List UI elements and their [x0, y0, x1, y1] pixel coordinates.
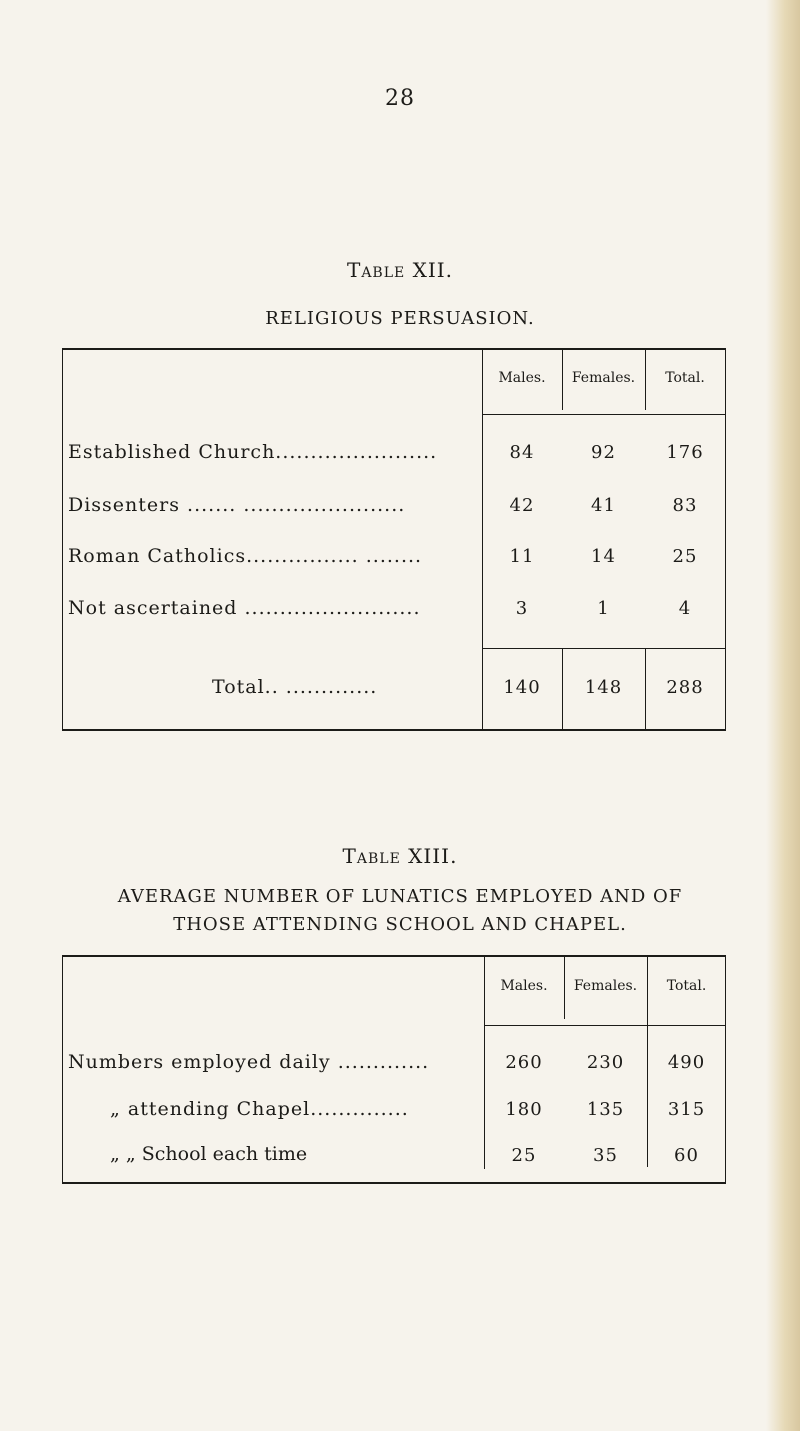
- table-12-top-rule: [62, 348, 726, 350]
- table-13-header-rule: [484, 1025, 726, 1026]
- table-13-cell-total: 60: [674, 1145, 699, 1166]
- table-12-subtitle: RELIGIOUS PERSUASION.: [265, 308, 535, 329]
- table-12-cell-females: 41: [591, 495, 616, 516]
- table-12-row-label: Dissenters ....... .......................: [68, 494, 406, 516]
- table-12-right-rule: [725, 348, 726, 731]
- table-12-col-rule-1: [482, 348, 483, 731]
- page-number: 28: [385, 86, 415, 111]
- table-13-subtitle-line-2: THOSE ATTENDING SCHOOL AND CHAPEL.: [173, 914, 627, 935]
- table-13-subtitle-line-1: AVERAGE NUMBER OF LUNATICS EMPLOYED AND OF: [117, 886, 683, 907]
- table-12-cell-total: 25: [672, 546, 698, 567]
- table-13-cell-males: 260: [505, 1052, 543, 1073]
- table-13-row-label: Numbers employed daily .............: [68, 1051, 430, 1073]
- table-13-bottom-rule: [62, 1182, 726, 1184]
- table-13-header-males: Males.: [500, 978, 548, 994]
- table-12-cell-males: 3: [515, 598, 529, 619]
- table-12-row-label: Roman Catholics................ ........: [68, 545, 423, 567]
- table-12-header-total: Total.: [665, 370, 705, 386]
- table-12-cell-females: 92: [591, 442, 616, 463]
- table-12-cell-total: 4: [678, 598, 692, 619]
- table-12-cell-males: 42: [509, 495, 535, 516]
- table-12-total-total: 288: [666, 677, 704, 698]
- page-edge: [766, 0, 800, 1431]
- table-12-cell-males: 84: [509, 442, 535, 463]
- table-13-cell-females: 230: [586, 1052, 625, 1073]
- table-13-header-total: Total.: [666, 978, 707, 994]
- table-12-header-females: Females.: [571, 370, 636, 386]
- table-12-header-rule: [482, 414, 726, 415]
- table-12-cell-females: 1: [597, 598, 610, 619]
- table-12-row-label: Not ascertained .........................: [68, 597, 421, 619]
- table-12-cell-males: 11: [509, 546, 535, 567]
- table-13-cell-males: 180: [505, 1099, 543, 1120]
- table-12-bottom-rule: [62, 729, 726, 731]
- table-12-title: Table XII.: [346, 258, 453, 282]
- table-12-total-rule: [482, 648, 726, 649]
- table-12-row-label: Established Church.......................: [68, 441, 438, 463]
- table-13-row-label: „ „ School each time: [110, 1143, 308, 1165]
- table-13-cell-total: 490: [667, 1052, 706, 1073]
- table-13-cell-females: 135: [586, 1099, 625, 1120]
- table-13-row-label: „ attending Chapel..............: [110, 1098, 409, 1120]
- table-12-cell-total: 83: [672, 495, 698, 516]
- table-13-cell-total: 315: [667, 1099, 706, 1120]
- table-12-total-label: Total.. .............: [212, 676, 378, 698]
- table-13-left-rule: [62, 955, 63, 1184]
- table-13-title: Table XIII.: [342, 844, 458, 868]
- table-12-cell-females: 14: [591, 546, 616, 567]
- table-12-cell-total: 176: [666, 442, 704, 463]
- table-13-top-rule: [62, 955, 726, 957]
- table-12-left-rule: [62, 348, 63, 731]
- table-13-cell-males: 25: [511, 1145, 537, 1166]
- table-12-total-males: 140: [503, 677, 541, 698]
- table-13-header-females: Females.: [573, 978, 638, 994]
- table-12-header-males: Males.: [498, 370, 546, 386]
- table-12-total-females: 148: [584, 677, 623, 698]
- table-13-cell-females: 35: [593, 1145, 618, 1166]
